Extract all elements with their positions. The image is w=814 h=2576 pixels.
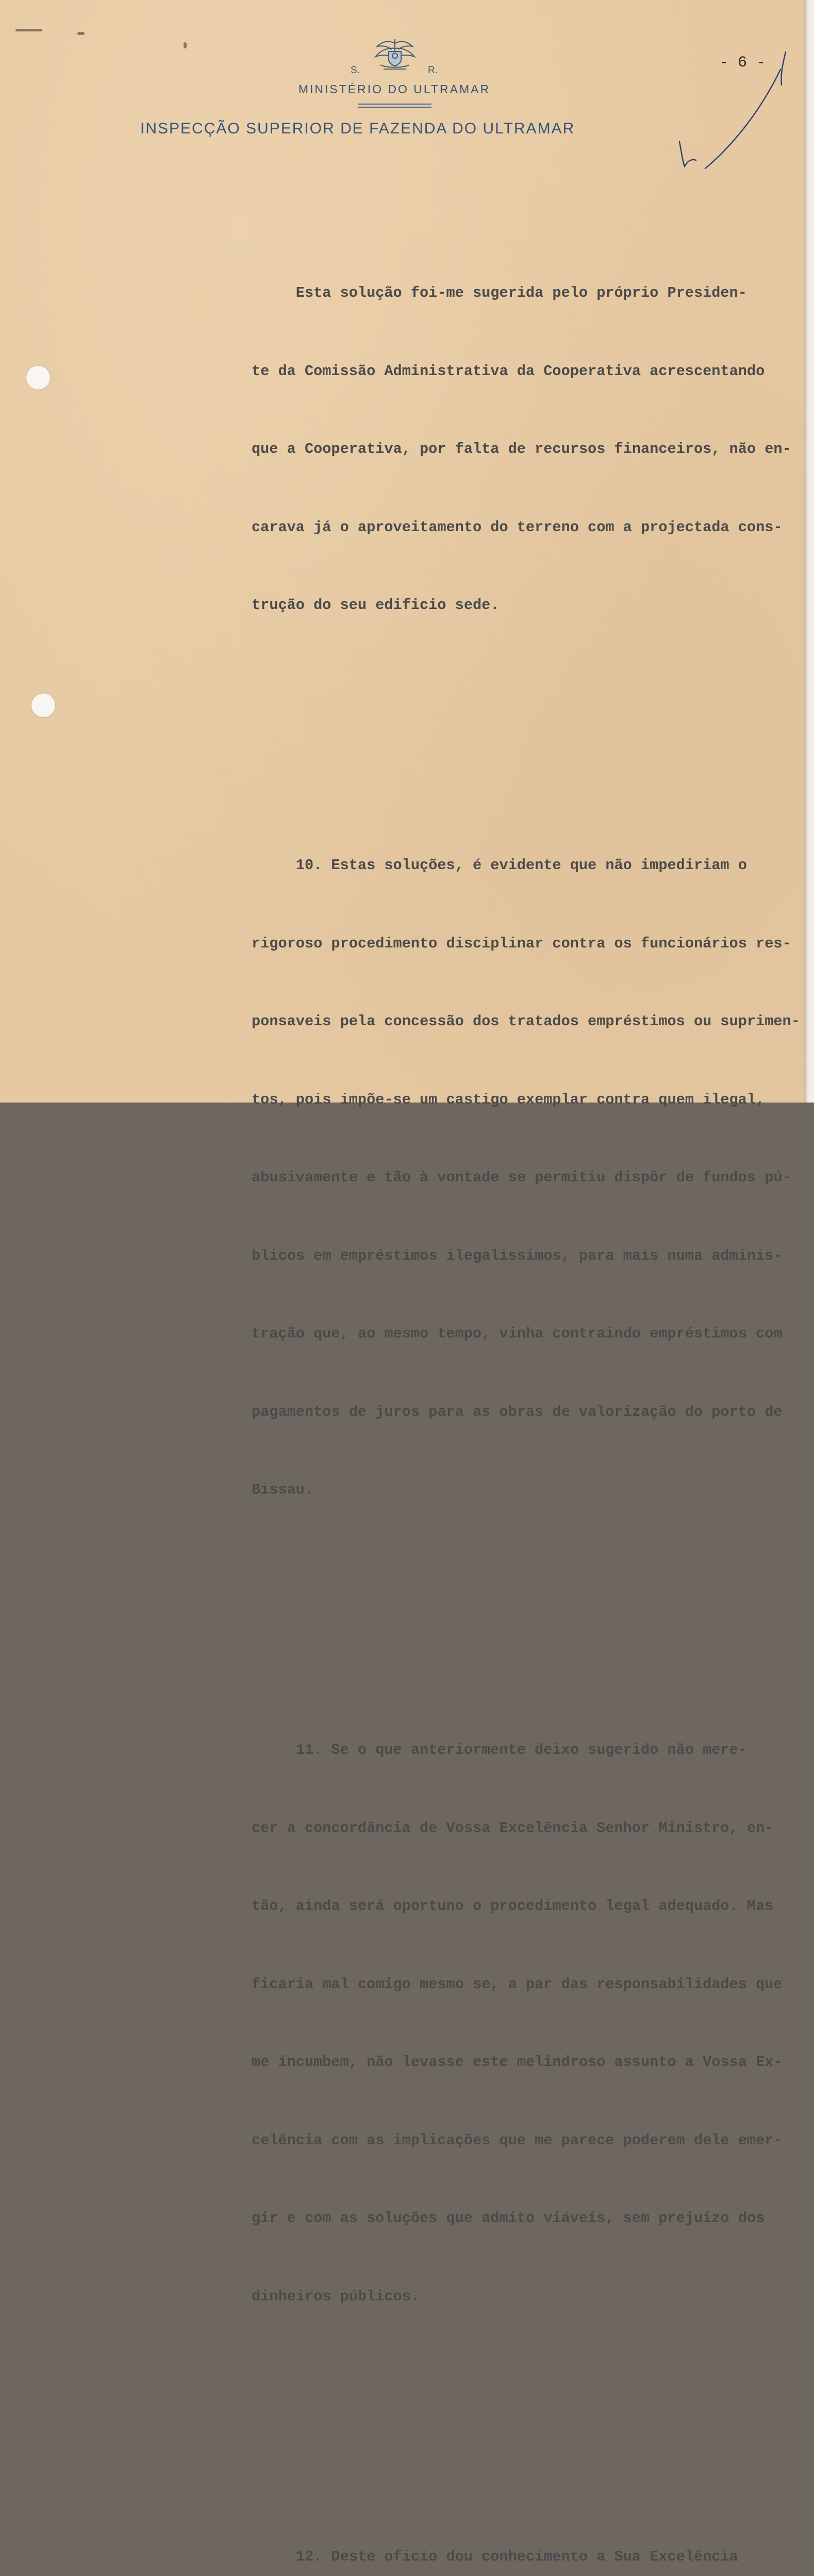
- handwritten-paraph: [670, 49, 794, 173]
- text-line: gir e com as soluções que admito viáveis, sem prejuizo dos: [252, 2206, 803, 2232]
- text-line: Bissau.: [252, 1477, 803, 1503]
- text-line: rigoroso procedimento disciplinar contra os funcionários res-: [252, 931, 803, 957]
- text-line: te da Comissão Administrativa da Cooperativa acrescentando: [252, 359, 803, 385]
- paragraph-gap: [252, 1607, 803, 1634]
- text-line: abusivamente e tão à vontade se permitiu dispôr de fundos pú-: [252, 1165, 803, 1191]
- text-line: ponsaveis pela concessão dos tratados empréstimos ou suprimen-: [252, 1009, 803, 1035]
- office-heading: INSPECÇÃO SUPERIOR DE FAZENDA DO ULTRAMAR: [140, 120, 575, 138]
- punch-hole: [31, 693, 55, 717]
- text-line: me incumbem, não levasse este melindroso assunto a Vossa Ex-: [252, 2049, 803, 2076]
- text-line: blicos em empréstimos ilegalissimos, para mais numa adminis-: [252, 1243, 803, 1269]
- text-line: 10. Estas soluções, é evidente que não impediriam o: [252, 853, 803, 879]
- text-line: 11. Se o que anteriormente deixo sugerido não mere-: [252, 1737, 803, 1764]
- top-left-smudge: [15, 29, 42, 31]
- paragraph-10: [252, 801, 803, 1555]
- paragraph-gap: [252, 2414, 803, 2440]
- text-line: que a Cooperativa, por falta de recursos financeiros, não en-: [252, 436, 803, 463]
- coat-of-arms-icon: [370, 36, 420, 73]
- text-line: tração que, ao mesmo tempo, vinha contraindo empréstimos com: [252, 1321, 803, 1347]
- text-line: carava já o aproveitamento do terreno com a projectada cons-: [252, 515, 803, 541]
- text-line: 12. Deste oficio dou conhecimento a Sua Excelência: [252, 2544, 803, 2570]
- text-line: Esta solução foi-me sugerida pelo próprio Presiden-: [252, 280, 803, 307]
- heading-rule: [358, 104, 431, 105]
- page-number: - 6 -: [719, 54, 766, 72]
- sr-left: S.: [351, 65, 360, 76]
- text-line: trução do seu edificio sede.: [252, 592, 803, 619]
- text-line: tão, ainda será oportuno o procedimento legal adequado. Mas: [252, 1893, 803, 1920]
- ministry-heading: MINISTÉRIO DO ULTRAMAR: [268, 82, 521, 96]
- top-left-smudge-2: [77, 32, 85, 35]
- text-line: dinheiros públicos.: [252, 2284, 803, 2310]
- text-line: tos, pois impõe-se um castigo exemplar contra quem ilegal,: [252, 1087, 803, 1113]
- text-line: cer a concordância de Vossa Excelência Senhor Ministro, en-: [252, 1816, 803, 1842]
- punch-hole: [26, 366, 50, 389]
- top-left-mark: [184, 42, 187, 48]
- text-line: celência com as implicações que me parece poderem dele emer-: [252, 2128, 803, 2154]
- paragraph-12: [252, 2492, 803, 2576]
- paragraph-gap: [252, 723, 803, 749]
- text-line: pagamentos de juros para as obras de valorização do porto de: [252, 1399, 803, 1426]
- paragraph-9: [252, 228, 803, 671]
- sr-right: R.: [428, 65, 438, 76]
- paragraph-11: [252, 1685, 803, 2362]
- letter-body: [252, 176, 803, 2576]
- heading-rule-2: [358, 107, 431, 108]
- page-edge: [804, 0, 814, 1103]
- document-page: [0, 0, 804, 1103]
- text-line: ficaria mal comigo mesmo se, a par das responsabilidades que: [252, 1972, 803, 1998]
